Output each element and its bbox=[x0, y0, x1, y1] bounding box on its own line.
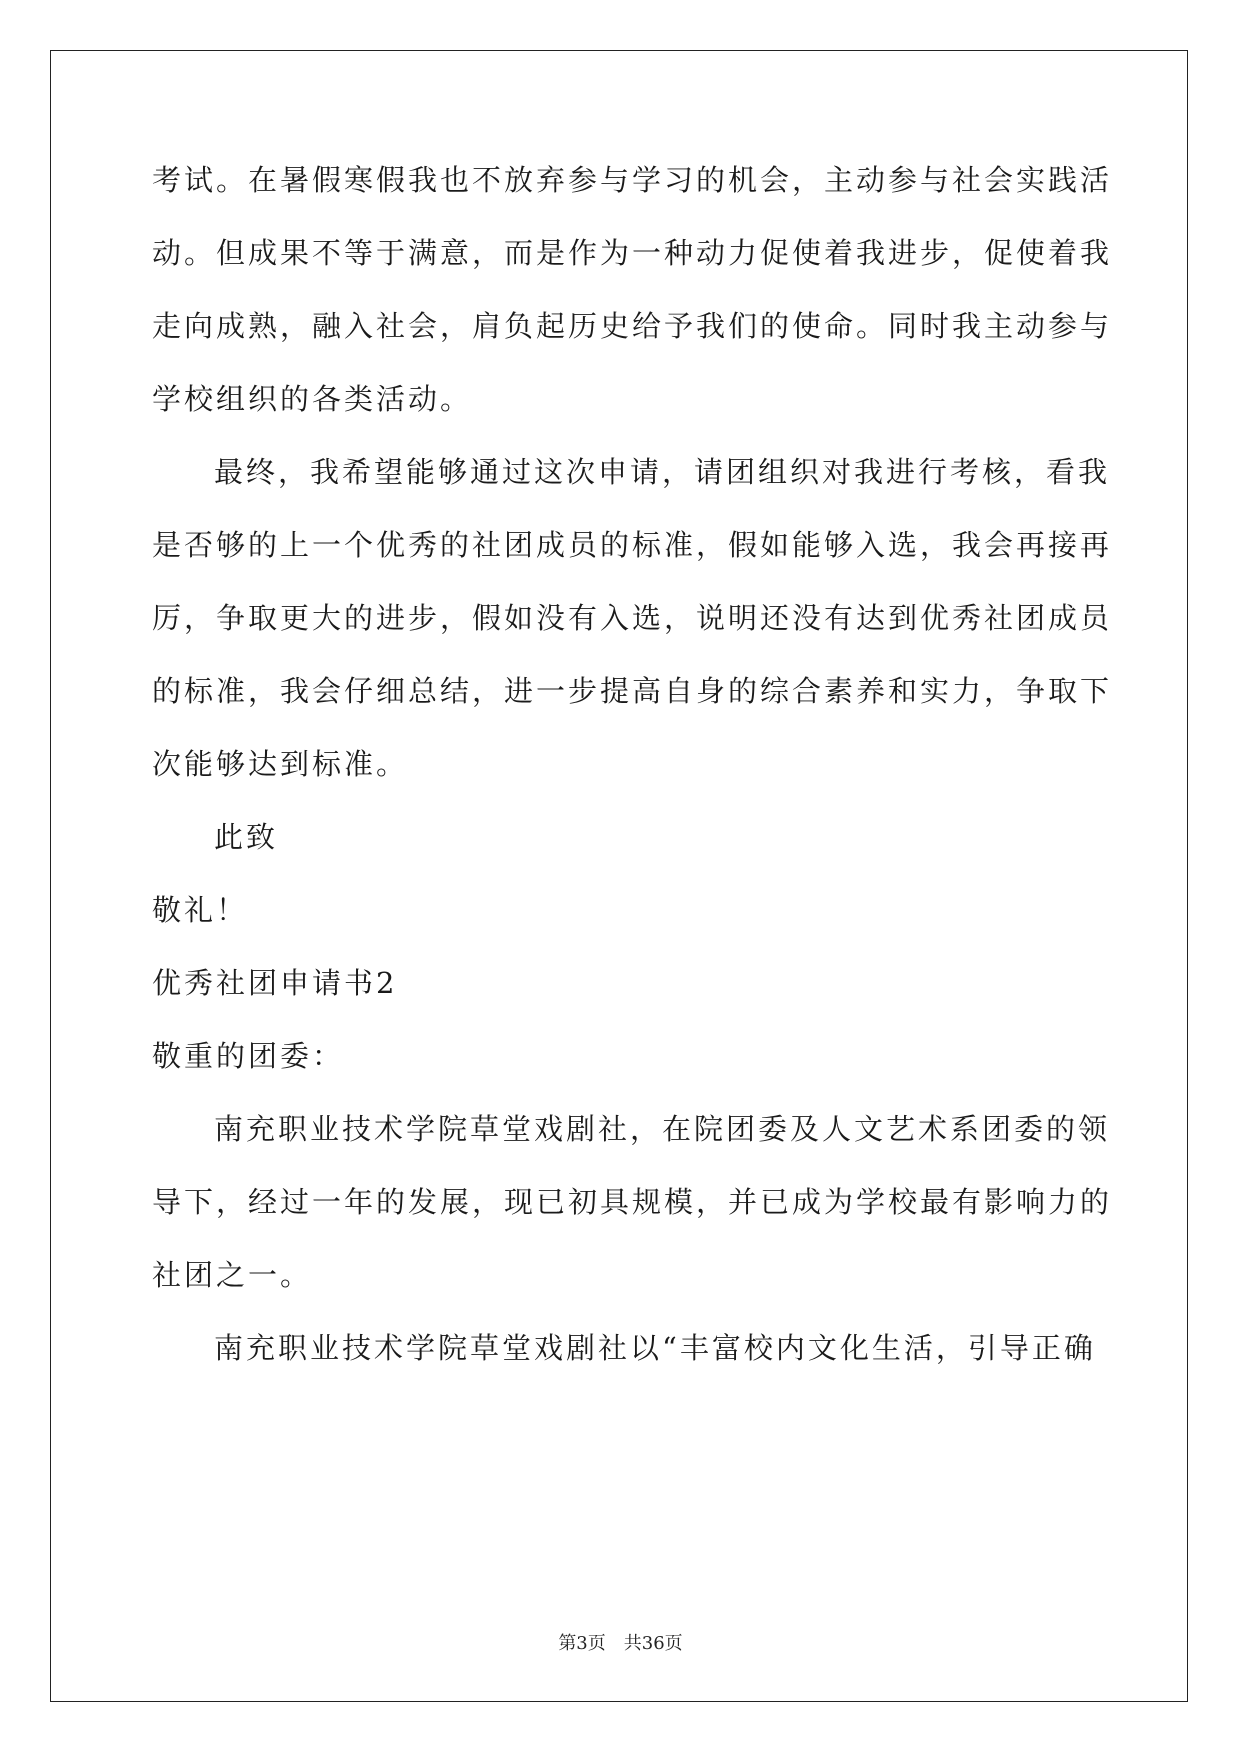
section-heading: 优秀社团申请书2 bbox=[152, 966, 398, 1000]
text-line: 次能够达到标准。 bbox=[152, 747, 409, 781]
text-line: 导下，经过一年的发展，现已初具规模，并已成为学校最有影响力的 bbox=[152, 1185, 1113, 1219]
closing-salutation: 此致 bbox=[214, 820, 279, 854]
letter-greeting: 敬重的团委： bbox=[152, 1039, 345, 1073]
text-line: 动。但成果不等于满意，而是作为一种动力促使着我进步，促使着我 bbox=[152, 236, 1113, 270]
text-line: 走向成熟，融入社会，肩负起历史给予我们的使命。同时我主动参与 bbox=[152, 309, 1113, 343]
text-line: 学校组织的各类活动。 bbox=[152, 382, 473, 416]
paragraph-start-line: 南充职业技术学院草堂戏剧社以“丰富校内文化生活，引导正确 bbox=[214, 1331, 1096, 1365]
text-line: 是否够的上一个优秀的社团成员的标准，假如能够入选，我会再接再 bbox=[152, 528, 1113, 562]
page-border bbox=[50, 50, 1188, 1702]
text-line: 社团之一。 bbox=[152, 1258, 313, 1292]
text-line: 的标准，我会仔细总结，进一步提高自身的综合素养和实力，争取下 bbox=[152, 674, 1113, 708]
paragraph-start-line: 南充职业技术学院草堂戏剧社，在院团委及人文艺术系团委的领 bbox=[214, 1112, 1111, 1146]
paragraph-start-line: 最终，我希望能够通过这次申请，请团组织对我进行考核，看我 bbox=[214, 455, 1111, 489]
closing-regards: 敬礼！ bbox=[152, 893, 249, 927]
page-number: 第3页 bbox=[558, 1633, 606, 1654]
page-total: 共36页 bbox=[623, 1633, 683, 1654]
text-line: 厉，争取更大的进步，假如没有入选，说明还没有达到优秀社团成员 bbox=[152, 601, 1113, 635]
text-line: 考试。在暑假寒假我也不放弃参与学习的机会，主动参与社会实践活 bbox=[152, 163, 1113, 197]
page-footer bbox=[0, 1632, 1241, 1656]
